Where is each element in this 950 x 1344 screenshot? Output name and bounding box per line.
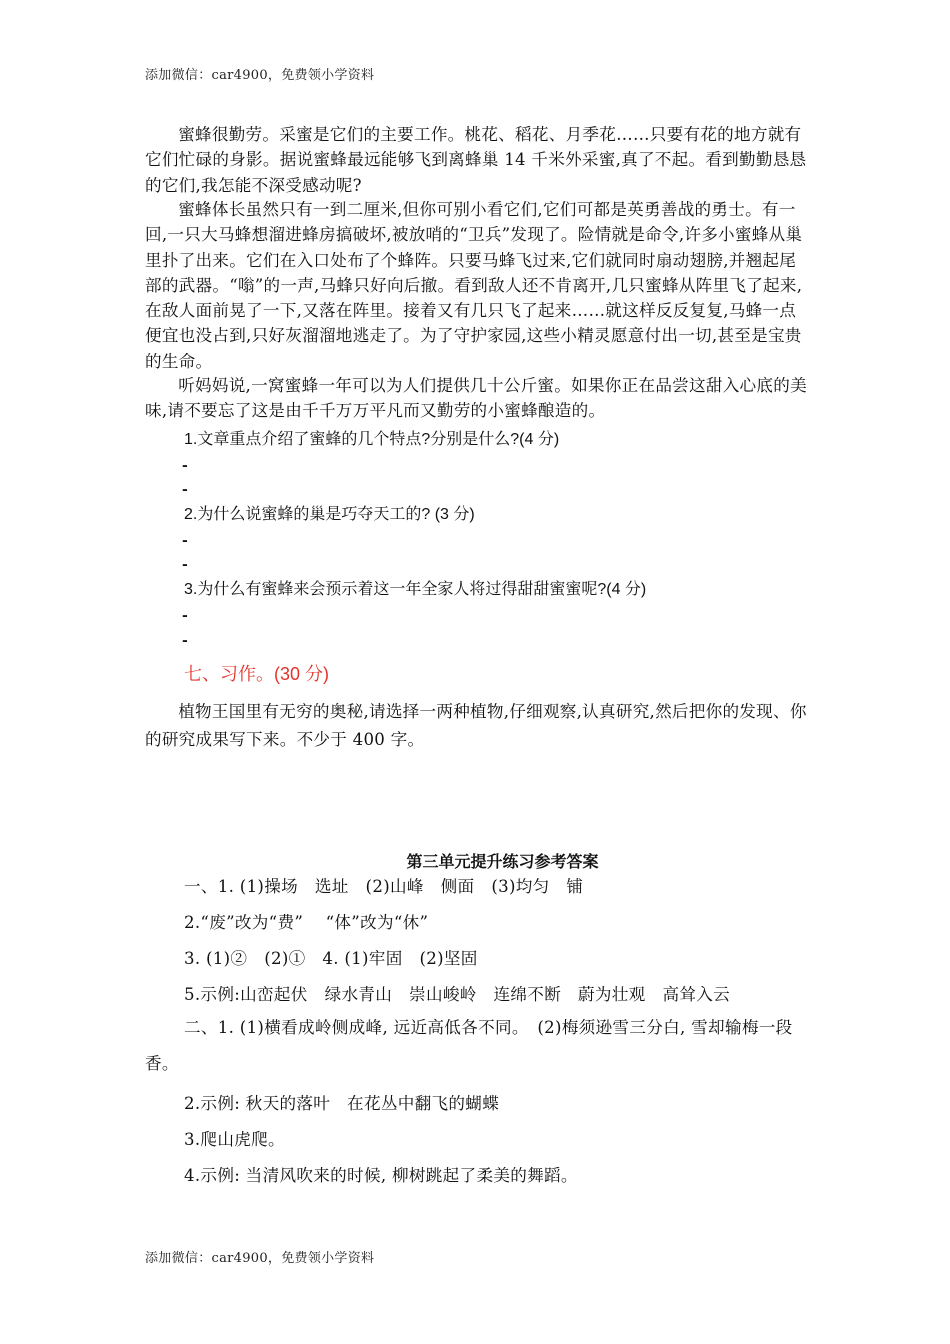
page-header: 添加微信：car4900，免费领小学资料	[145, 68, 375, 83]
answer-line-4: 5.示例:山峦起伏 绿水青山 崇山峻岭 连绵不断 蔚为壮观 高耸入云	[184, 985, 731, 1004]
passage-paragraph-1: 蜜蜂很勤劳。采蜜是它们的主要工作。桃花、稻花、月季花……只要有花的地方就有它们忙碌的身影。据说蜜蜂最远能够飞到离蜂巢 14 千米外采蜜,真了不起。看到勤勤恳恳的它们,我怎能不深受感动呢?	[145, 125, 807, 195]
answer-key-title: 第三单元提升练习参考答案	[406, 852, 599, 871]
answer-line: -	[182, 533, 188, 549]
answer-line-1: 一、1. (1)操场 选址 (2)山峰 侧面 (3)均匀 铺	[184, 877, 584, 896]
question-1: 1.文章重点介绍了蜜蜂的几个特点?分别是什么?(4 分)	[184, 431, 560, 448]
answer-line-3: 3. (1)② (2)① 4. (1)牢固 (2)坚固	[184, 949, 478, 968]
answer-line: -	[182, 557, 188, 573]
page-footer: 添加微信：car4900，免费领小学资料	[145, 1251, 375, 1266]
section-7-heading: 七、习作。(30 分)	[184, 664, 330, 684]
passage-paragraph-3: 听妈妈说,一窝蜜蜂一年可以为人们提供几十公斤蜜。如果你正在品尝这甜入心底的美味,请不要忘了这是由千千万万平凡而又勤劳的小蜜蜂酿造的。	[145, 376, 807, 421]
answer-part2-3: 3.爬山虎爬。	[184, 1130, 285, 1149]
answer-part2-1: 二、1. (1)横看成岭侧成峰, 远近高低各不同。 (2)梅须逊雪三分白, 雪却输梅一段香。	[145, 1018, 793, 1073]
passage-paragraph-2: 蜜蜂体长虽然只有一到二厘米,但你可别小看它们,它们可都是英勇善战的勇士。有一回,一只大马蜂想溜进蜂房搞破坏,被放哨的“卫兵”发现了。险情就是命令,许多小蜜蜂从巢里扑了出来。它们在入口处布了个蜂阵。只要马蜂飞过来,它们就同时扇动翅膀,并翘起尾部的武器。“嗡”的一声,马蜂只好向后撤。看到敌人还不肯离开,几只蜜蜂从阵里飞了起来,在敌人面前晃了一下,又落在阵里。接着又有几只飞了起来……就这样反反复复,马蜂一点便宜也没占到,只好灰溜溜地逃走了。为了守护家园,这些小精灵愿意付出一切,甚至是宝贵的生命。	[145, 200, 803, 371]
writing-prompt: 植物王国里有无穷的奥秘,请选择一两种植物,仔细观察,认真研究,然后把你的发现、你的研究成果写下来。不少于 400 字。	[145, 702, 807, 749]
question-3: 3.为什么有蜜蜂来会预示着这一年全家人将过得甜甜蜜蜜呢?(4 分)	[184, 581, 647, 598]
answer-line: -	[182, 458, 188, 474]
answer-line: -	[182, 608, 188, 624]
answer-line-2: 2.“废”改为“费” “体”改为“休”	[184, 913, 429, 932]
answer-part2-4: 4.示例: 当清风吹来的时候, 柳树跳起了柔美的舞蹈。	[184, 1166, 578, 1185]
question-2: 2.为什么说蜜蜂的巢是巧夺天工的? (3 分)	[184, 506, 475, 523]
answer-line: -	[182, 633, 188, 649]
answer-part2-2: 2.示例: 秋天的落叶 在花丛中翻飞的蝴蝶	[184, 1094, 500, 1113]
answer-line: -	[182, 482, 188, 498]
